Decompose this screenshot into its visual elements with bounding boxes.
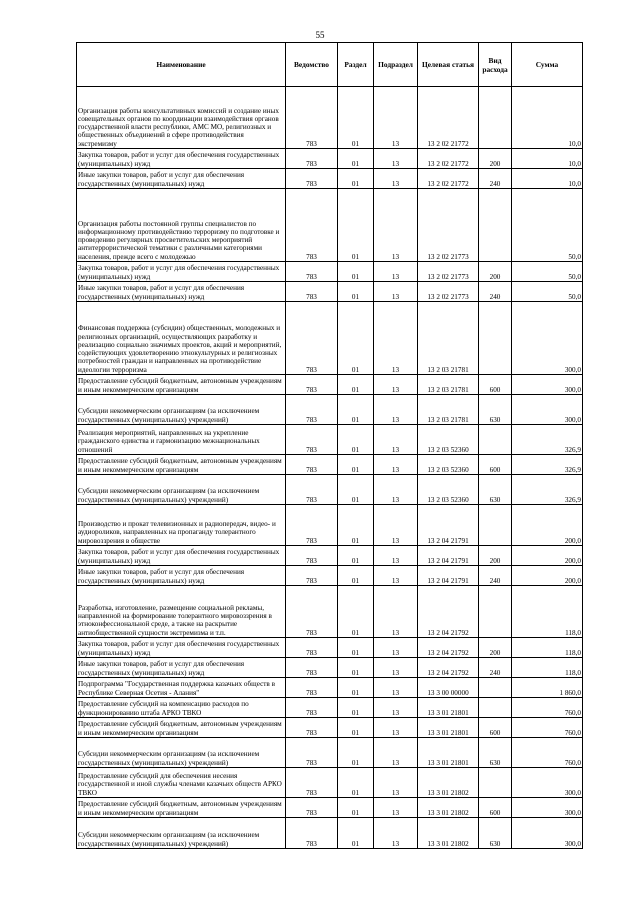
row-expense-type	[479, 425, 512, 455]
row-expense-type: 240	[479, 169, 512, 189]
row-target-article: 13 2 03 21781	[418, 375, 479, 395]
row-department: 783	[286, 658, 338, 678]
row-subsection: 13	[374, 302, 418, 375]
row-amount: 118,0	[512, 586, 583, 638]
row-expense-type	[479, 586, 512, 638]
row-target-article: 13 2 02 21772	[418, 149, 479, 169]
row-amount: 200,0	[512, 505, 583, 546]
row-amount: 118,0	[512, 638, 583, 658]
row-amount: 10,0	[512, 169, 583, 189]
table-row	[77, 658, 583, 678]
row-subsection: 13	[374, 738, 418, 768]
row-department: 783	[286, 395, 338, 425]
row-name: Разработка, изготовление, размещение социальной рекламы, направленной на формирование толерантного мировоззрения в этноконфессиональной среде, а также на раскрытие антиобщественной сущности экстремизма и т.п.	[77, 586, 286, 638]
row-target-article: 13 3 00 00000	[418, 678, 479, 698]
table-row	[77, 798, 583, 818]
row-section: 01	[338, 698, 374, 718]
row-target-article: 13 2 02 21772	[418, 87, 479, 149]
row-amount: 300,0	[512, 768, 583, 798]
row-expense-type: 240	[479, 282, 512, 302]
table-body	[77, 87, 583, 849]
row-amount: 300,0	[512, 302, 583, 375]
row-name: Иные закупки товаров, работ и услуг для обеспечения государственных (муниципальных) нужд	[77, 169, 286, 189]
row-expense-type: 600	[479, 455, 512, 475]
row-amount: 118,0	[512, 658, 583, 678]
table-row	[77, 282, 583, 302]
row-subsection: 13	[374, 505, 418, 546]
table-row	[77, 698, 583, 718]
row-section: 01	[338, 425, 374, 455]
row-name: Предоставление субсидий бюджетным, автономным учреждениям и иным некоммерческим организациям	[77, 375, 286, 395]
row-department: 783	[286, 425, 338, 455]
row-amount: 1 860,0	[512, 678, 583, 698]
table-row	[77, 546, 583, 566]
header-target-article: Целевая статья	[418, 43, 479, 87]
row-name: Иные закупки товаров, работ и услуг для обеспечения государственных (муниципальных) нужд	[77, 282, 286, 302]
table-row	[77, 586, 583, 638]
row-department: 783	[286, 546, 338, 566]
row-amount: 326,9	[512, 455, 583, 475]
row-department: 783	[286, 505, 338, 546]
row-amount: 50,0	[512, 189, 583, 262]
row-section: 01	[338, 818, 374, 849]
table-row	[77, 302, 583, 375]
table-row	[77, 505, 583, 546]
row-amount: 300,0	[512, 375, 583, 395]
row-subsection: 13	[374, 395, 418, 425]
row-name: Предоставление субсидий для обеспечения несения государственной и иной службы членами казачьих обществ АРКО ТВКО	[77, 768, 286, 798]
row-section: 01	[338, 678, 374, 698]
row-subsection: 13	[374, 768, 418, 798]
row-department: 783	[286, 149, 338, 169]
row-section: 01	[338, 375, 374, 395]
row-amount: 50,0	[512, 262, 583, 282]
row-expense-type: 630	[479, 818, 512, 849]
row-subsection: 13	[374, 638, 418, 658]
row-expense-type: 630	[479, 475, 512, 505]
row-subsection: 13	[374, 798, 418, 818]
row-name: Финансовая поддержка (субсидии) общественных, молодежных и религиозных организаций, осуществляющих разработку и реализацию социально значимых проектов, акций и мероприятий, содействующих удовлетворению этнокультурных и религиозных потребностей граждан и направленных на противодействие идеологии терроризма	[77, 302, 286, 375]
row-name: Закупка товаров, работ и услуг для обеспечения государственных (муниципальных) нужд	[77, 546, 286, 566]
row-name: Организация работы постоянной группы специалистов по информационному противодействию терроризму по подготовке и проведению регулярных просветительских мероприятий антитеррористической тематики с различными категориями населения, прежде всего с молодежью	[77, 189, 286, 262]
row-department: 783	[286, 768, 338, 798]
row-target-article: 13 2 02 21773	[418, 282, 479, 302]
row-department: 783	[286, 678, 338, 698]
row-target-article: 13 2 03 21781	[418, 302, 479, 375]
row-target-article: 13 2 03 52360	[418, 455, 479, 475]
row-department: 783	[286, 475, 338, 505]
row-section: 01	[338, 302, 374, 375]
row-name: Иные закупки товаров, работ и услуг для обеспечения государственных (муниципальных) нужд	[77, 566, 286, 586]
row-subsection: 13	[374, 189, 418, 262]
table-row	[77, 87, 583, 149]
row-subsection: 13	[374, 678, 418, 698]
row-department: 783	[286, 87, 338, 149]
row-target-article: 13 3 01 21802	[418, 798, 479, 818]
row-department: 783	[286, 455, 338, 475]
table-row	[77, 678, 583, 698]
row-subsection: 13	[374, 262, 418, 282]
row-section: 01	[338, 718, 374, 738]
header-department: Ведомство	[286, 43, 338, 87]
row-section: 01	[338, 566, 374, 586]
table-row	[77, 375, 583, 395]
row-name: Закупка товаров, работ и услуг для обеспечения государственных (муниципальных) нужд	[77, 149, 286, 169]
row-expense-type	[479, 678, 512, 698]
row-name: Иные закупки товаров, работ и услуг для обеспечения государственных (муниципальных) нужд	[77, 658, 286, 678]
row-target-article: 13 2 04 21792	[418, 586, 479, 638]
row-subsection: 13	[374, 718, 418, 738]
budget-table	[76, 42, 583, 849]
row-section: 01	[338, 189, 374, 262]
row-target-article: 13 2 03 52360	[418, 425, 479, 455]
table-row	[77, 475, 583, 505]
row-name: Закупка товаров, работ и услуг для обеспечения государственных (муниципальных) нужд	[77, 262, 286, 282]
row-department: 783	[286, 169, 338, 189]
row-expense-type: 200	[479, 262, 512, 282]
row-amount: 50,0	[512, 282, 583, 302]
table-row	[77, 149, 583, 169]
row-section: 01	[338, 455, 374, 475]
row-section: 01	[338, 169, 374, 189]
row-section: 01	[338, 546, 374, 566]
row-target-article: 13 2 04 21792	[418, 638, 479, 658]
header-amount: Сумма	[512, 43, 583, 87]
table-row	[77, 395, 583, 425]
row-target-article: 13 3 01 21801	[418, 698, 479, 718]
row-target-article: 13 2 02 21773	[418, 262, 479, 282]
table-row	[77, 566, 583, 586]
row-name: Субсидии некоммерческим организациям (за исключением государственных (муниципальных) учреждений)	[77, 738, 286, 768]
row-section: 01	[338, 149, 374, 169]
table-row	[77, 768, 583, 798]
page-number: 55	[315, 30, 325, 40]
row-department: 783	[286, 718, 338, 738]
row-department: 783	[286, 698, 338, 718]
row-target-article: 13 3 01 21801	[418, 718, 479, 738]
row-amount: 200,0	[512, 566, 583, 586]
row-section: 01	[338, 658, 374, 678]
table-row	[77, 738, 583, 768]
row-amount: 10,0	[512, 87, 583, 149]
row-section: 01	[338, 262, 374, 282]
table-row	[77, 455, 583, 475]
row-department: 783	[286, 189, 338, 262]
row-expense-type: 600	[479, 798, 512, 818]
row-section: 01	[338, 475, 374, 505]
table-row	[77, 189, 583, 262]
row-target-article: 13 2 04 21792	[418, 658, 479, 678]
row-subsection: 13	[374, 586, 418, 638]
row-department: 783	[286, 738, 338, 768]
row-name: Субсидии некоммерческим организациям (за исключением государственных (муниципальных) учреждений)	[77, 395, 286, 425]
row-department: 783	[286, 586, 338, 638]
row-expense-type: 200	[479, 546, 512, 566]
row-department: 783	[286, 818, 338, 849]
row-target-article: 13 2 04 21791	[418, 566, 479, 586]
row-amount: 200,0	[512, 546, 583, 566]
row-department: 783	[286, 638, 338, 658]
row-target-article: 13 3 01 21802	[418, 818, 479, 849]
row-target-article: 13 2 02 21772	[418, 169, 479, 189]
row-expense-type	[479, 768, 512, 798]
row-department: 783	[286, 566, 338, 586]
row-subsection: 13	[374, 546, 418, 566]
row-section: 01	[338, 395, 374, 425]
table-row	[77, 262, 583, 282]
row-name: Организация работы консультативных комиссий и создание иных совещательных органов по координации взаимодействия органов государственной власти республики, АМС МО, религиозных и общественных объединений в сфере противодействия экстремизму	[77, 87, 286, 149]
table-row	[77, 718, 583, 738]
row-subsection: 13	[374, 475, 418, 505]
header-subsection: Подраздел	[374, 43, 418, 87]
row-subsection: 13	[374, 818, 418, 849]
row-expense-type: 600	[479, 718, 512, 738]
table-row	[77, 425, 583, 455]
header-name: Наименование	[77, 43, 286, 87]
row-target-article: 13 2 03 52360	[418, 475, 479, 505]
row-name: Субсидии некоммерческим организациям (за исключением государственных (муниципальных) учреждений)	[77, 475, 286, 505]
row-subsection: 13	[374, 566, 418, 586]
header-section: Раздел	[338, 43, 374, 87]
row-target-article: 13 2 03 21781	[418, 395, 479, 425]
row-name: Реализация мероприятий, направленных на укрепление гражданского единства и гармонизацию межнациональных отношений	[77, 425, 286, 455]
row-name: Предоставление субсидий на компенсацию расходов по функционированию штаба АРКО ТВКО	[77, 698, 286, 718]
row-name: Предоставление субсидий бюджетным, автономным учреждениям и иным некоммерческим организациям	[77, 455, 286, 475]
row-name: Субсидии некоммерческим организациям (за исключением государственных (муниципальных) учреждений)	[77, 818, 286, 849]
table-row	[77, 818, 583, 849]
row-section: 01	[338, 282, 374, 302]
row-amount: 300,0	[512, 798, 583, 818]
row-amount: 326,9	[512, 425, 583, 455]
row-expense-type: 630	[479, 738, 512, 768]
table-header-row	[77, 43, 583, 87]
row-expense-type	[479, 505, 512, 546]
row-section: 01	[338, 505, 374, 546]
row-target-article: 13 3 01 21801	[418, 738, 479, 768]
table-row	[77, 169, 583, 189]
row-expense-type: 240	[479, 566, 512, 586]
row-amount: 300,0	[512, 395, 583, 425]
row-target-article: 13 2 02 21773	[418, 189, 479, 262]
row-section: 01	[338, 87, 374, 149]
row-expense-type: 630	[479, 395, 512, 425]
row-name: Подпрограмма "Государственная поддержка казачьих обществ в Республике Северная Осетия - Алания"	[77, 678, 286, 698]
row-section: 01	[338, 586, 374, 638]
row-expense-type	[479, 87, 512, 149]
row-section: 01	[338, 768, 374, 798]
row-subsection: 13	[374, 87, 418, 149]
row-section: 01	[338, 798, 374, 818]
row-subsection: 13	[374, 455, 418, 475]
row-name: Производство и прокат телевизионных и радиопередач, видео- и аудиороликов, направленных на пропаганду толерантного мировоззрения в обществе	[77, 505, 286, 546]
row-target-article: 13 3 01 21802	[418, 768, 479, 798]
row-expense-type	[479, 189, 512, 262]
header-expense-type: Вид расхода	[479, 43, 512, 87]
row-expense-type: 600	[479, 375, 512, 395]
row-name: Закупка товаров, работ и услуг для обеспечения государственных (муниципальных) нужд	[77, 638, 286, 658]
row-expense-type	[479, 698, 512, 718]
row-expense-type: 200	[479, 149, 512, 169]
row-department: 783	[286, 262, 338, 282]
row-subsection: 13	[374, 169, 418, 189]
row-section: 01	[338, 738, 374, 768]
row-subsection: 13	[374, 375, 418, 395]
row-subsection: 13	[374, 425, 418, 455]
row-amount: 300,0	[512, 818, 583, 849]
row-department: 783	[286, 798, 338, 818]
row-target-article: 13 2 04 21791	[418, 546, 479, 566]
row-amount: 326,9	[512, 475, 583, 505]
row-subsection: 13	[374, 698, 418, 718]
row-subsection: 13	[374, 658, 418, 678]
row-expense-type: 200	[479, 638, 512, 658]
row-amount: 760,0	[512, 738, 583, 768]
row-department: 783	[286, 302, 338, 375]
row-expense-type	[479, 302, 512, 375]
row-department: 783	[286, 282, 338, 302]
row-name: Предоставление субсидий бюджетным, автономным учреждениям и иным некоммерческим организациям	[77, 798, 286, 818]
row-amount: 760,0	[512, 698, 583, 718]
row-section: 01	[338, 638, 374, 658]
row-subsection: 13	[374, 149, 418, 169]
row-department: 783	[286, 375, 338, 395]
table-row	[77, 638, 583, 658]
row-expense-type: 240	[479, 658, 512, 678]
row-target-article: 13 2 04 21791	[418, 505, 479, 546]
row-amount: 10,0	[512, 149, 583, 169]
row-subsection: 13	[374, 282, 418, 302]
row-amount: 760,0	[512, 718, 583, 738]
row-name: Предоставление субсидий бюджетным, автономным учреждениям и иным некоммерческим организациям	[77, 718, 286, 738]
